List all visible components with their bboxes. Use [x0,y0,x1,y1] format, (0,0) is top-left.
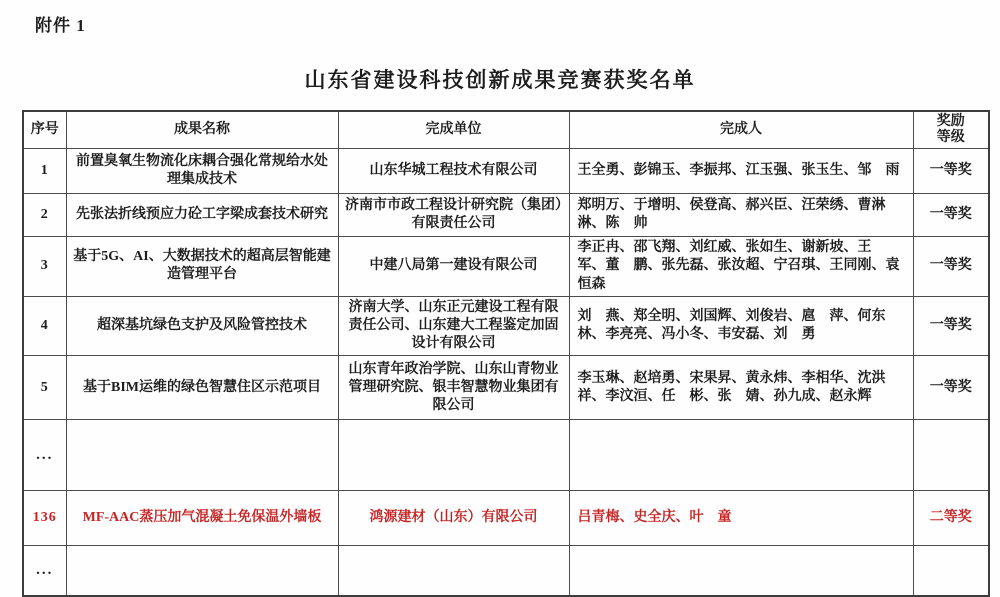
cell-people: 李正冉、邵飞翔、刘红威、张如生、谢新坡、王 军、董 鹏、张先磊、张汝超、宁召琪、王同刚、袁恒森 [569,237,913,297]
cell-achievement [66,546,338,597]
cell-achievement: 基于BIM运维的绿色智慧住区示范项目 [66,356,338,420]
cell-index: 5 [23,356,66,420]
cell-achievement [66,420,338,491]
table-header-row [23,111,989,149]
table-row [23,296,989,356]
cell-award-level: 一等奖 [913,296,989,356]
cell-index: 136 [23,491,66,546]
cell-organization: 济南市市政工程设计研究院（集团）有限责任公司 [338,194,569,237]
attachment-label: 附件 1 [35,16,86,35]
cell-people: 吕青梅、史全庆、叶 童 [569,491,913,546]
award-header-line2: 等级 [936,130,965,146]
cell-achievement: MF-AAC蒸压加气混凝土免保温外墙板 [66,491,338,546]
cell-people [569,546,913,597]
cell-award-level [913,420,989,491]
cell-achievement: 先张法折线预应力砼工字梁成套技术研究 [66,194,338,237]
col-header-award-level [913,111,989,149]
table-row-ellipsis [23,546,989,597]
cell-organization: 济南大学、山东正元建设工程有限责任公司、山东建大工程鉴定加固设计有限公司 [338,296,569,356]
award-table [22,110,990,597]
award-header-line1: 奖励 [936,114,965,129]
cell-award-level: 二等奖 [913,491,989,546]
cell-index: 4 [23,296,66,356]
cell-organization [338,420,569,491]
cell-organization: 鸿源建材（山东）有限公司 [338,491,569,546]
table-row [23,149,989,194]
cell-organization: 山东华城工程技术有限公司 [338,149,569,194]
table-row [23,356,989,420]
cell-award-level: 一等奖 [913,237,989,297]
cell-people: 王全勇、彭锦玉、李振邦、江玉强、张玉生、邹 雨 [569,149,913,194]
cell-achievement: 超深基坑绿色支护及风险管控技术 [66,296,338,356]
table-row-ellipsis [23,420,989,491]
cell-people: 李玉琳、赵培勇、宋果昇、黄永炜、李相华、沈洪祥、李汶洹、任 彬、张 婧、孙九成、赵永辉 [569,356,913,420]
cell-achievement: 基于5G、AI、大数据技术的超高层智能建造管理平台 [66,237,338,297]
table-row [23,194,989,237]
cell-people: 郑明万、于增明、侯登高、郝兴臣、汪荣绣、曹淋淋、陈 帅 [569,194,913,237]
cell-organization: 中建八局第一建设有限公司 [338,237,569,297]
cell-index: 3 [23,237,66,297]
col-header-index: 序号 [23,111,66,149]
cell-index: ... [23,546,66,597]
page-title: 山东省建设科技创新成果竞赛获奖名单 [304,68,696,92]
cell-people: 刘 燕、郑全明、刘国辉、刘俊岩、扈 萍、何东林、李亮亮、冯小冬、韦安磊、刘 勇 [569,296,913,356]
cell-index: ... [23,420,66,491]
cell-index: 1 [23,149,66,194]
col-header-organization: 完成单位 [338,111,569,149]
cell-award-level: 一等奖 [913,149,989,194]
col-header-people: 完成人 [569,111,913,149]
cell-organization [338,546,569,597]
cell-people [569,420,913,491]
cell-award-level: 一等奖 [913,194,989,237]
cell-achievement: 前置臭氧生物流化床耦合强化常规给水处理集成技术 [66,149,338,194]
cell-index: 2 [23,194,66,237]
cell-award-level: 一等奖 [913,356,989,420]
col-header-achievement: 成果名称 [66,111,338,149]
cell-organization: 山东青年政治学院、山东山青物业管理研究院、银丰智慧物业集团有限公司 [338,356,569,420]
table-row [23,237,989,297]
table-row-highlighted [23,491,989,546]
cell-award-level [913,546,989,597]
